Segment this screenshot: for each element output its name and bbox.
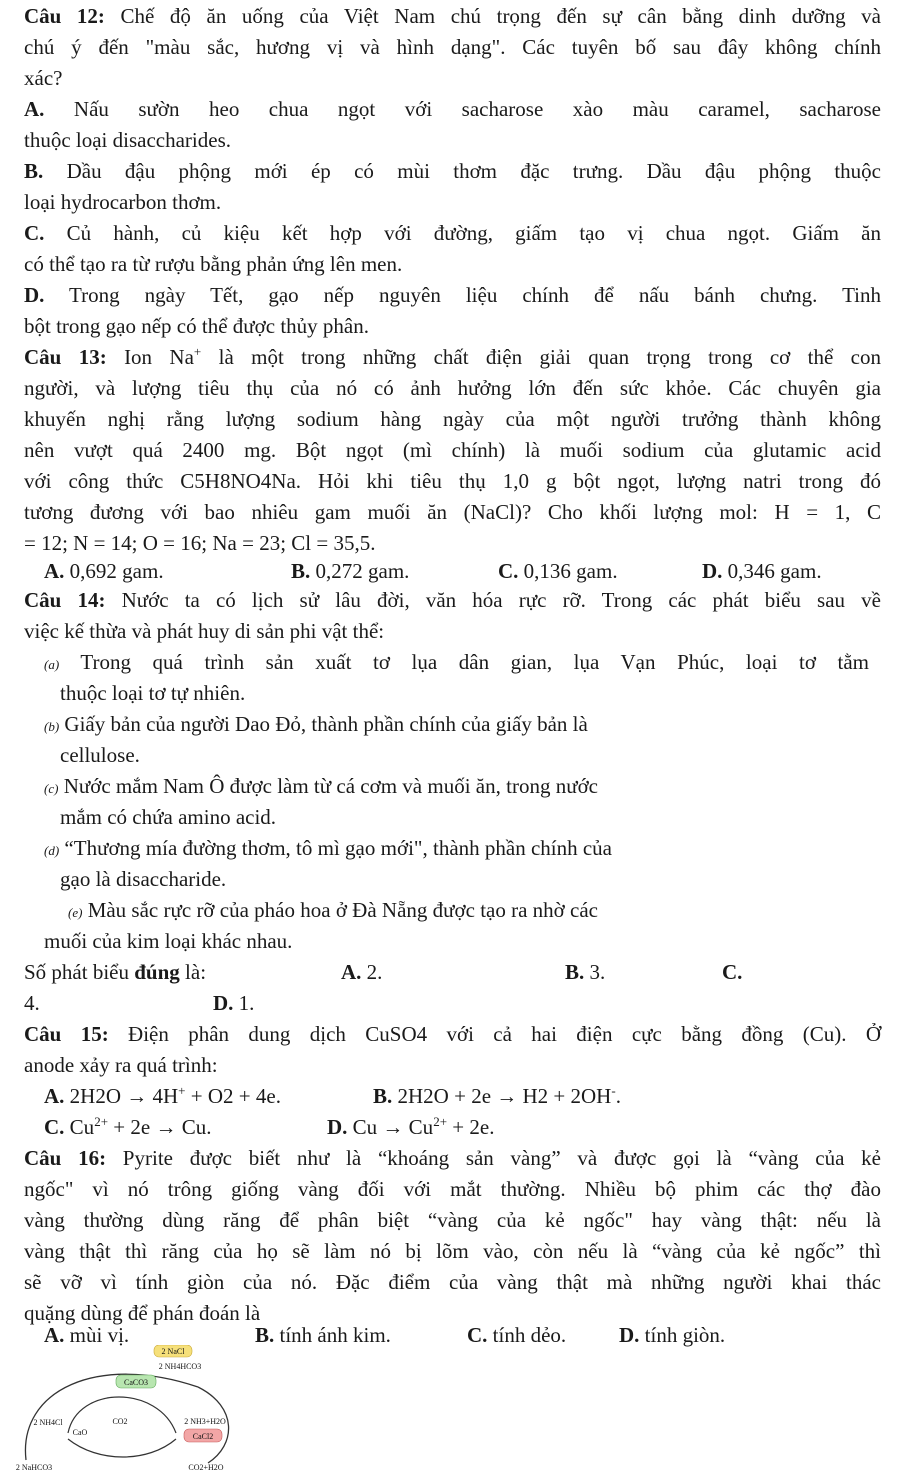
q12-option-a-line1: A. Nấu sườn heo chua ngọt với sacharose xào màu caramel, sacharose: [24, 97, 881, 121]
q12-option-a-line2: thuộc loại disaccharides.: [24, 128, 232, 152]
q13-option-d: D. 0,346 gam.: [702, 559, 822, 583]
q16-label: Câu 16:: [24, 1146, 107, 1170]
q16-option-b: B. tính ánh kim.: [255, 1323, 391, 1347]
q16-option-c: C. tính dẻo.: [467, 1323, 567, 1347]
q16-stem-line3: vàng thường dùng răng để phân biệt “vàng của kẻ ngốc" hay vàng thật: nếu là: [24, 1208, 881, 1232]
q16-stem-line4: vàng thật thì răng của họ sẽ làm nó bị lõm vào, còn nếu là “vàng của kẻ ngốc” thì: [24, 1239, 881, 1263]
q14-statement-a-line1: (a) Trong quá trình sản xuất tơ lụa dân gian, lụa Vạn Phúc, loại tơ tằm: [44, 650, 869, 674]
q16-stem-line2: ngốc" vì nó trông giống vàng đối với mắt thường. Nhiều bộ phim các thợ đào: [24, 1177, 881, 1201]
q16-stem-line6: quặng dùng để phán đoán là: [24, 1301, 261, 1325]
label-nacl: 2 NaCl: [161, 1347, 185, 1356]
q12-option-c-line1: C. Củ hành, củ kiệu kết hợp với đường, giấm tạo vị chua ngọt. Giấm ăn: [24, 221, 881, 245]
q14-statement-e-line1: (e) Màu sắc rực rỡ của pháo hoa ở Đà Nẵng được tạo ra nhờ các: [68, 898, 598, 922]
q12-option-b-line1: B. Dầu đậu phộng mới ép có mùi thơm đặc trưng. Dầu đậu phộng thuộc: [24, 159, 881, 183]
q12-option-d-line1: D. Trong ngày Tết, gạo nếp nguyên liệu chính để nấu bánh chưng. Tinh: [24, 283, 881, 307]
q13-stem-line6: tương đương với bao nhiêu gam muối ăn (NaCl)? Cho khối lượng mol: H = 1, C: [24, 500, 881, 524]
q14-option-c-label: C.: [722, 960, 743, 984]
solvay-cycle-diagram: [8, 1345, 258, 1480]
q16-option-a: A. mùi vị.: [44, 1323, 130, 1347]
q13-stem-line3: khuyến nghị rằng lượng sodium hàng ngày của một người trưởng thành không: [24, 407, 881, 431]
q15-option-b: B. 2H2O + 2e → H2 + 2OH-.: [373, 1083, 621, 1108]
q13-stem-line7: = 12; N = 14; O = 16; Na = 23; Cl = 35,5.: [24, 531, 376, 555]
q16-option-d: D. tính giòn.: [619, 1323, 726, 1347]
q14-label: Câu 14:: [24, 588, 106, 612]
q14-option-c-value: 4.: [24, 991, 40, 1015]
q16-stem-line1: Câu 16: Pyrite được biết như là “khoáng sản vàng” và được gọi là “vàng của kẻ: [24, 1146, 882, 1170]
q13-stem-line4: nên vượt quá 2400 mg. Bột ngọt (mì chính) là muối sodium của glutamic acid: [24, 438, 881, 462]
label-caco3: CaCO3: [124, 1378, 148, 1387]
label-cao: CaO: [72, 1428, 88, 1437]
q12-label: Câu 12:: [24, 4, 105, 28]
q14-stem-line2: việc kế thừa và phát huy di sản phi vật thể:: [24, 619, 385, 643]
q12-stem-line1: Câu 12: Chế độ ăn uống của Việt Nam chú trọng đến sự cân bằng dinh dưỡng và: [24, 4, 881, 28]
q14-statement-c-line1: (c) Nước mắm Nam Ô được làm từ cá cơm và muối ăn, trong nước: [44, 774, 598, 798]
q13-option-a: A. 0,692 gam.: [44, 559, 164, 583]
q13-label: Câu 13:: [24, 345, 107, 369]
q13-option-c: C. 0,136 gam.: [498, 559, 618, 583]
label-nh4hco3: 2 NH4HCO3: [158, 1362, 202, 1371]
label-nahco3: 2 NaHCO3: [15, 1463, 53, 1472]
q15-option-a: A. 2H2O → 4H+ + O2 + 4e.: [44, 1083, 281, 1108]
q12-stem-line2: chú ý đến "màu sắc, hương vị và hình dạng". Các tuyên bố sau đây không chính: [24, 35, 881, 59]
label-nh4cl: 2 NH4Cl: [33, 1418, 63, 1427]
q14-statement-a-line2: thuộc loại tơ tự nhiên.: [60, 681, 246, 705]
q15-stem-line2: anode xảy ra quá trình:: [24, 1053, 218, 1077]
q16-stem-line5: sẽ vỡ vì tính giòn của nó. Đặc điểm của vàng thật mà những người khai thác: [24, 1270, 881, 1294]
q13-stem-line1: Câu 13: Ion Na+ là một trong những chất điện giải quan trọng trong cơ thể con: [24, 344, 881, 369]
q14-statement-b-line1: (b) Giấy bản của người Dao Đỏ, thành phần chính của giấy bản là: [44, 712, 588, 736]
q14-statement-d-line1: (d) “Thương mía đường thơm, tô mì gạo mới", thành phần chính của: [44, 836, 613, 860]
label-nh3-h2o: 2 NH3+H2O: [184, 1417, 226, 1426]
q14-option-a: A. 2.: [341, 960, 383, 984]
q14-statement-c-line2: mắm có chứa amino acid.: [60, 805, 277, 829]
q15-stem-line1: Câu 15: Điện phân dung dịch CuSO4 với cả hai điện cực bằng đồng (Cu). Ở: [24, 1022, 881, 1046]
inner-lower-arc: [68, 1439, 176, 1457]
q14-stem-line1: Câu 14: Nước ta có lịch sử lâu đời, văn hóa rực rỡ. Trong các phát biểu sau về: [24, 588, 881, 612]
q12-option-b-line2: loại hydrocarbon thơm.: [24, 190, 222, 214]
q14-statement-e-line2: muối của kim loại khác nhau.: [44, 929, 293, 953]
q12-stem-line3: xác?: [24, 66, 63, 90]
label-co2: CO2: [112, 1417, 128, 1426]
q13-stem-line5: với công thức C5H8NO4Na. Hỏi khi tiêu thụ 1,0 g bột ngọt, lượng natri trong đó: [24, 469, 881, 493]
q14-option-d: D. 1.: [213, 991, 255, 1015]
q15-option-d: D. $Cu \to Cu^{2+} + 2e$.: [327, 1114, 495, 1139]
q14-option-b: B. 3.: [565, 960, 606, 984]
q15-label: Câu 15:: [24, 1022, 109, 1046]
q14-statement-d-line2: gạo là disaccharide.: [60, 867, 227, 891]
q15-option-c: C. $Cu^{2+} + 2e \to Cu$.: [44, 1114, 212, 1139]
q13-stem-line2: người, và lượng tiêu thụ của nó có ảnh hưởng lớn đến sức khỏe. Các chuyên gia: [24, 376, 881, 400]
label-cacl2: CaCl2: [192, 1432, 214, 1441]
q14-count-prompt: Số phát biểu đúng là:: [24, 960, 207, 984]
q14-statement-b-line2: cellulose.: [60, 743, 140, 767]
q13-option-b: B. 0,272 gam.: [291, 559, 410, 583]
q12-option-c-line2: có thể tạo ra từ rượu bằng phản ứng lên men.: [24, 252, 403, 276]
label-co2-h2o: CO2+H2O: [188, 1463, 224, 1472]
q12-option-d-line2: bột trong gạo nếp có thể được thủy phân.: [24, 314, 369, 338]
